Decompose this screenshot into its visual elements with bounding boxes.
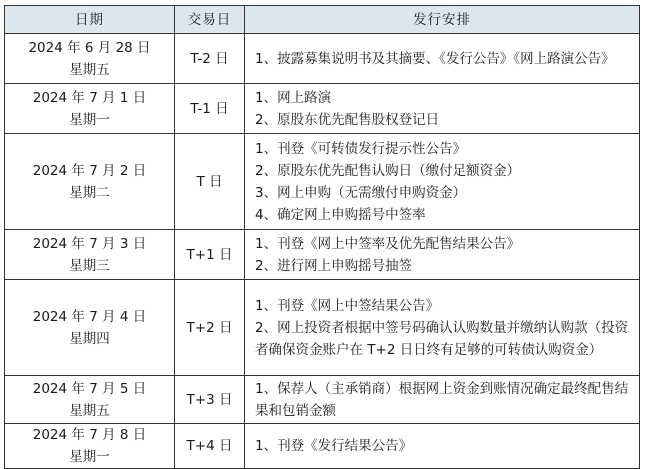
weekday-text: 星期一 (69, 111, 110, 128)
date-text: 2024 年 7 月 3 日 (32, 235, 147, 252)
date-cell (5, 230, 175, 280)
plan-item: 2、网上投资者根据中签号码确认认购数量并缴纳认购款（投资者确保资金账户在 T+2 日日终有足够的可转债认购资金） (255, 319, 629, 358)
header-date: 日期 (5, 6, 175, 34)
plan-item: 1、刊登《网上中签率及优先配售结果公告》 (255, 235, 521, 252)
table-row (5, 134, 640, 230)
plan-item: 1、披露募集说明书及其摘要、《发行公告》《网上路演公告》 (255, 50, 615, 67)
date-text: 2024 年 7 月 2 日 (32, 162, 147, 179)
date-cell (5, 34, 175, 84)
plan-item: 1、刊登《可转债发行提示性公告》 (255, 140, 467, 157)
table-row (5, 376, 640, 424)
trade-day-cell: T-1 日 (175, 84, 245, 134)
weekday-text: 星期二 (69, 184, 110, 201)
trade-day-cell: T+2 日 (175, 280, 245, 376)
trade-day-cell: T-2 日 (175, 34, 245, 84)
plan-cell (245, 230, 640, 280)
plan-cell (245, 424, 640, 469)
table-row (5, 34, 640, 84)
weekday-text: 星期三 (69, 257, 110, 274)
table-row (5, 424, 640, 469)
plan-item: 2、原股东优先配售股权登记日 (255, 111, 440, 128)
date-cell (5, 376, 175, 424)
weekday-text: 星期一 (69, 449, 110, 465)
trade-day-cell: T+1 日 (175, 230, 245, 280)
table-row (5, 280, 640, 376)
header-trade-day: 交易日 (175, 6, 245, 34)
trade-day-cell: T 日 (175, 134, 245, 230)
schedule-table-container (4, 5, 639, 469)
plan-item: 2、进行网上申购摇号抽签 (255, 257, 413, 274)
weekday-text: 星期四 (69, 330, 110, 347)
plan-item: 1、刊登《发行结果公告》 (255, 438, 413, 454)
table-header-row (5, 6, 640, 34)
date-text: 2024 年 6 月 28 日 (28, 39, 151, 56)
plan-cell (245, 134, 640, 230)
trade-day-cell: T+3 日 (175, 376, 245, 424)
date-cell (5, 280, 175, 376)
date-cell (5, 134, 175, 230)
plan-item: 1、保荐人（主承销商）根据网上资金到账情况确定最终配售结果和包销金额 (255, 380, 629, 419)
issuance-schedule-table (4, 5, 640, 469)
plan-cell (245, 280, 640, 376)
table-row (5, 230, 640, 280)
plan-item: 4、确定网上申购摇号中签率 (255, 206, 426, 223)
date-text: 2024 年 7 月 5 日 (32, 380, 147, 397)
weekday-text: 星期五 (69, 61, 110, 78)
header-plan: 发行安排 (245, 6, 640, 34)
plan-cell (245, 34, 640, 84)
date-text: 2024 年 7 月 4 日 (32, 308, 147, 325)
date-cell (5, 424, 175, 469)
date-text: 2024 年 7 月 8 日 (32, 427, 147, 443)
date-text: 2024 年 7 月 1 日 (32, 89, 147, 106)
plan-item: 3、网上申购（无需缴付申购资金） (255, 184, 467, 201)
plan-item: 1、刊登《网上中签结果公告》 (255, 297, 440, 314)
weekday-text: 星期五 (69, 402, 110, 419)
plan-item: 1、网上路演 (255, 89, 332, 106)
date-cell (5, 84, 175, 134)
plan-cell (245, 84, 640, 134)
plan-cell (245, 376, 640, 424)
table-row (5, 84, 640, 134)
plan-item: 2、原股东优先配售认购日（缴付足额资金） (255, 162, 521, 179)
trade-day-cell: T+4 日 (175, 424, 245, 469)
